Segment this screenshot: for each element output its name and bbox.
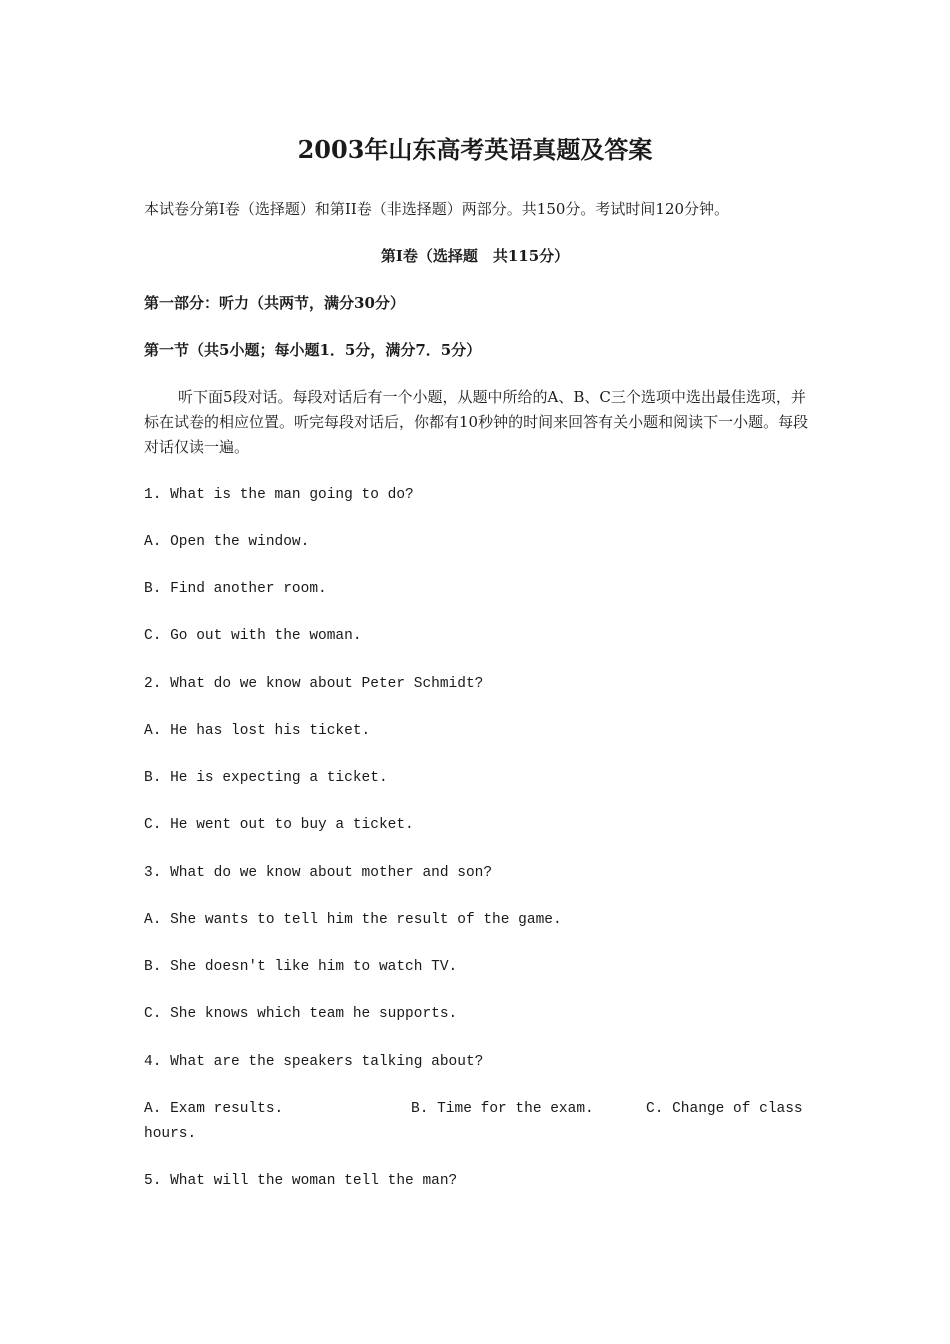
question-stem: 1. What is the man going to do? xyxy=(144,487,414,503)
answer-option: C. Go out with the woman. xyxy=(144,628,362,644)
answer-option: B. Time for the exam. xyxy=(411,1101,594,1117)
part-heading: 第Ⅰ卷（选择题 共115分） xyxy=(380,247,570,265)
exam-intro: 本试卷分第Ⅰ卷（选择题）和第II卷（非选择题）两部分。共150分。考试时间120分钟。 xyxy=(144,200,730,218)
answer-option: A. Exam results. xyxy=(144,1101,284,1117)
section-heading: 第一部分：听力（共两节，满分30分） xyxy=(144,294,405,312)
answer-option: A. Open the window. xyxy=(144,534,310,550)
answer-option-continuation: hours. xyxy=(144,1126,197,1142)
answer-option: B. He is expecting a ticket. xyxy=(144,770,388,786)
answer-option: B. She doesn't like him to watch TV. xyxy=(144,959,458,975)
answer-option: C. She knows which team he supports. xyxy=(144,1006,458,1022)
subsection-heading: 第一节（共5小题；每小题1．5分，满分7．5分） xyxy=(144,341,482,359)
question-stem: 5. What will the woman tell the man? xyxy=(144,1173,458,1189)
page-title: 2003年山东高考英语真题及答案 xyxy=(297,135,653,164)
answer-option: A. He has lost his ticket. xyxy=(144,723,371,739)
answer-option: B. Find another room. xyxy=(144,581,327,597)
answer-option: A. She wants to tell him the result of the game. xyxy=(144,912,562,928)
question-stem: 4. What are the speakers talking about? xyxy=(144,1054,484,1070)
question-stem: 3. What do we know about mother and son? xyxy=(144,865,493,881)
listening-instructions: 听下面5段对话。每段对话后有一个小题，从题中所给的A、B、C三个选项中选出最佳选项，并标在试卷的相应位置。听完每段对话后，你都有10秒钟的时间来回答有关小题和阅读下一小题。每段对话仅读一遍。 xyxy=(144,388,809,456)
answer-option: C. He went out to buy a ticket. xyxy=(144,817,414,833)
question-stem: 2. What do we know about Peter Schmidt? xyxy=(144,676,484,692)
answer-option: C. Change of class xyxy=(646,1101,803,1117)
answer-options-row xyxy=(144,1097,810,1147)
